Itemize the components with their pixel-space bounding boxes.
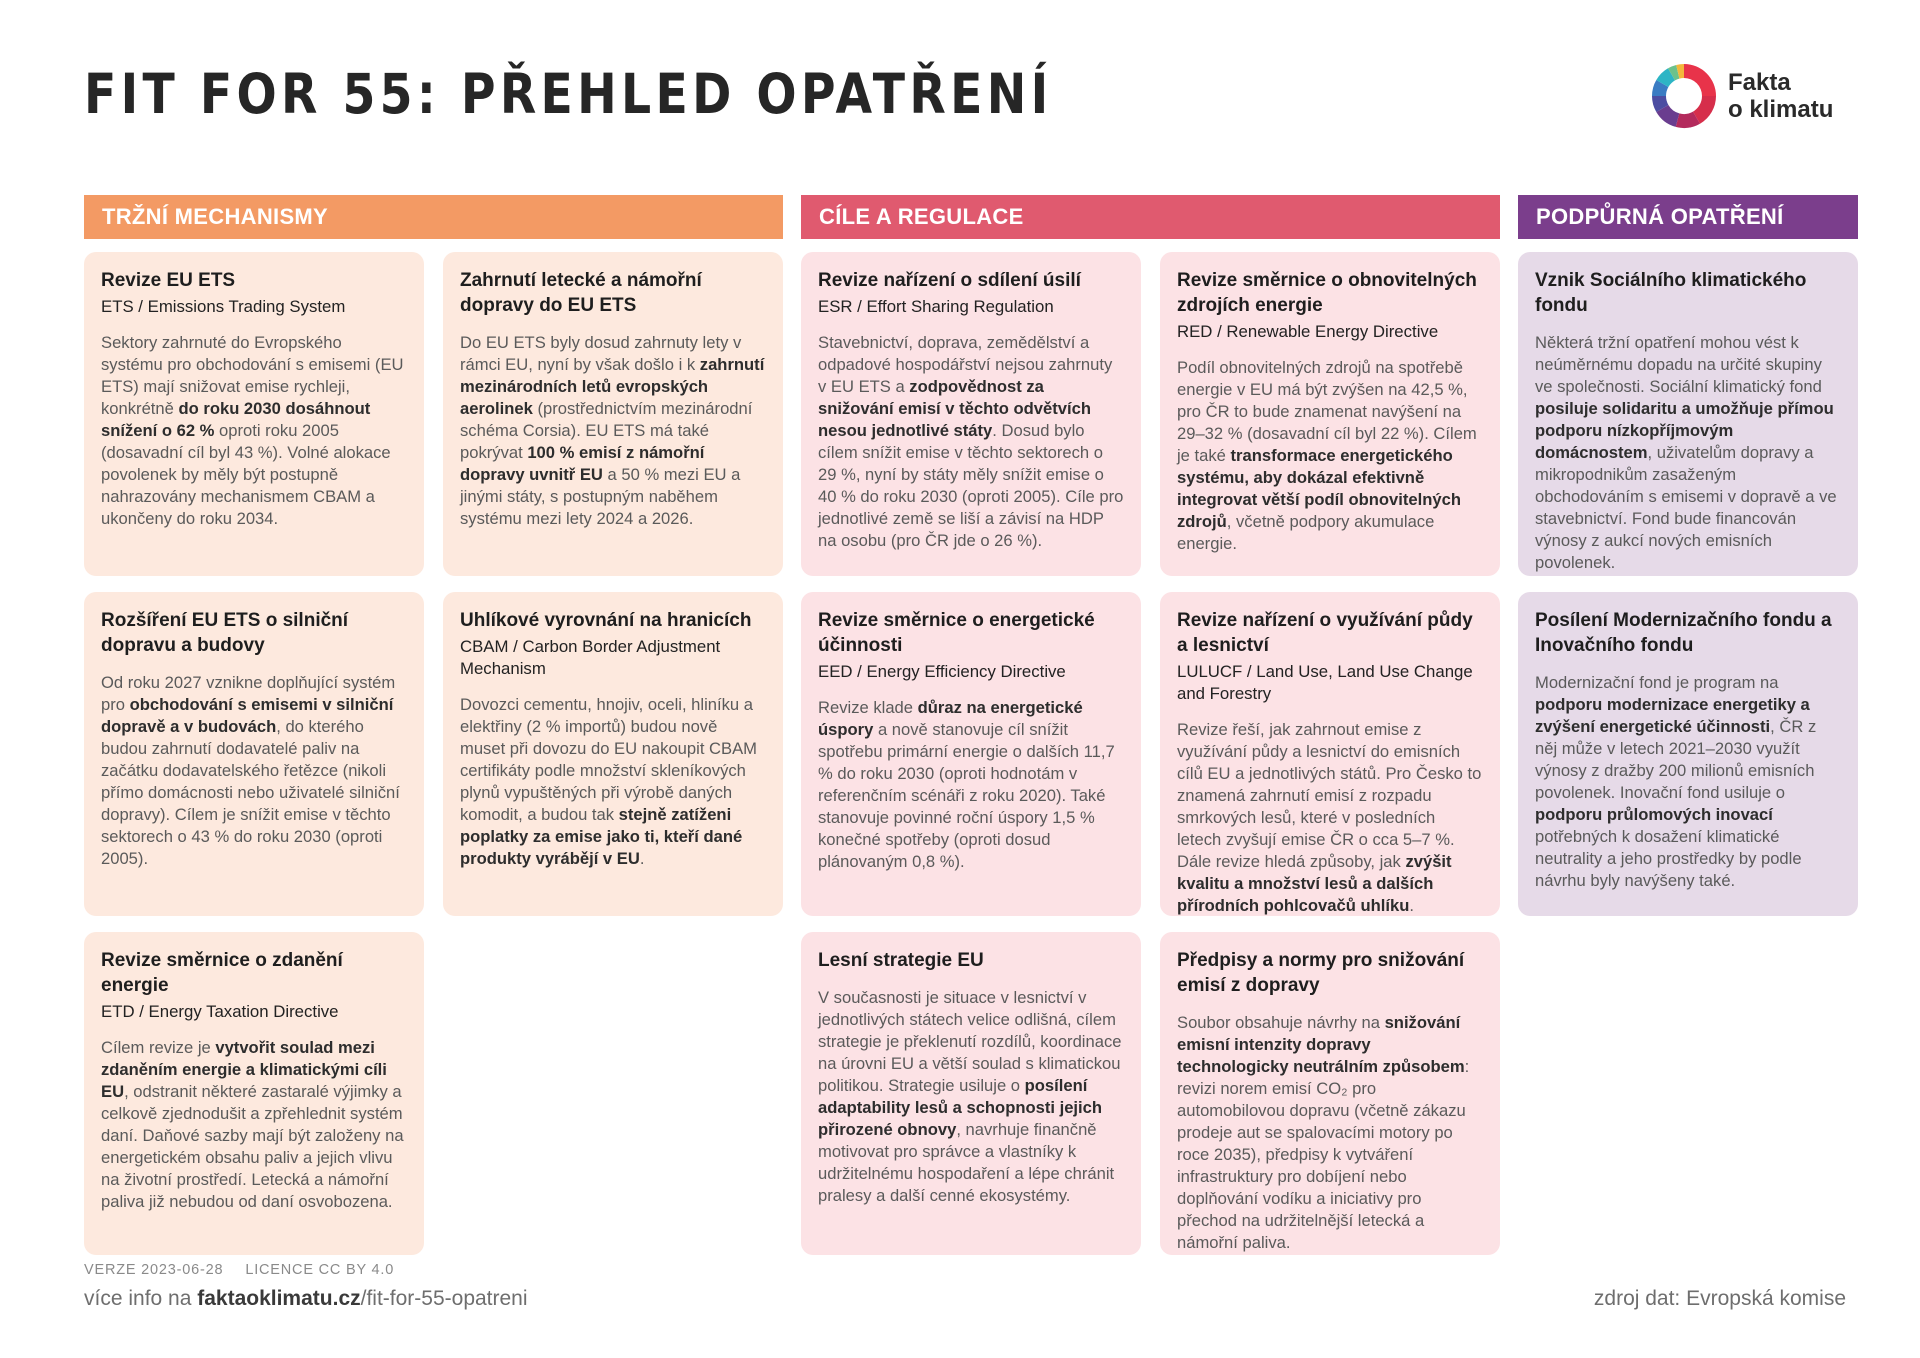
card-title: Rozšíření EU ETS o silniční dopravu a budovy <box>101 610 349 656</box>
description-text: Cílem revize je <box>101 1038 216 1057</box>
card-red <box>1160 252 1500 576</box>
description-text: Od roku 2027 vznikne doplňující systém pro <box>101 673 396 714</box>
card-subtitle: EED / Energy Efficiency Directive <box>818 662 1066 681</box>
card-description <box>1535 332 1841 574</box>
card-description <box>1177 357 1483 555</box>
more-info-domain: faktaoklimatu.cz <box>197 1287 361 1310</box>
description-text: (prostřednictvím mezinárodní schéma Corsia). EU ETS má také pokrývat <box>460 399 753 462</box>
fakta-o-klimatu-logo-icon <box>1648 60 1720 132</box>
card-description <box>818 987 1124 1207</box>
card-description <box>1535 672 1841 892</box>
description-text: Dovozci cementu, hnojiv, oceli, hliníku a elektřiny (2 % importů) budou nově muset při dovozu do EU nakoupit CBAM certifikáty podle množství skleníkových plynů vypuštěných při výrobě daných komodit, a budou tak <box>460 695 757 824</box>
card-description <box>818 697 1124 873</box>
description-text: : revizi norem emisí CO₂ pro automobilovou dopravu (včetně zákazu prodeje aut se spalovacími motory po roce 2035), předpisy k vytváření infrastruktury pro dobíjení nebo doplňování vodíku a iniciativy pro přechod na udržitelnější letecká a námořní paliva. <box>1177 1057 1470 1252</box>
description-text: Stavebnictví, doprava, zemědělství a odpadové hospodářství nejsou zahrnuty v EU ETS a <box>818 333 1113 396</box>
card-title: Zahrnutí letecké a námořní dopravy do EU ETS <box>460 270 702 316</box>
card-subtitle: LULUCF / Land Use, Land Use Change and Forestry <box>1177 662 1473 703</box>
description-text: , včetně podpory akumulace energie. <box>1177 512 1435 553</box>
description-text: , navrhuje finančně motivovat pro správce a vlastníky k udržitelnému hospodaření a lépe chránit pralesy a další cenné ekosystémy. <box>818 1120 1115 1205</box>
card-subtitle: CBAM / Carbon Border Adjustment Mechanism <box>460 637 721 678</box>
description-text: Sektory zahrnuté do Evropského systému pro obchodování s emisemi (EU ETS) mají snižovat emise rychleji, konkrétně <box>101 333 404 418</box>
highlighted-text: stejně zatíženi poplatky za emise jako ti, kteří dané produkty vyrábějí v EU <box>460 805 743 868</box>
card-title: Posílení Modernizačního fondu a Inovačního fondu <box>1535 610 1832 656</box>
card-title: Uhlíkové vyrovnání na hranicích <box>460 610 752 631</box>
data-source: zdroj dat: Evropská komise <box>1593 1287 1846 1310</box>
card-aviation-maritime-ets <box>443 252 783 576</box>
description-text: Revize klade <box>818 698 918 717</box>
logo-line-1: Fakta <box>1728 69 1791 96</box>
highlighted-text: posiluje solidaritu a umožňuje přímou podporu nízkopříjmovým domácnostem <box>1535 399 1834 462</box>
card-modernisation-innovation-fund <box>1518 592 1858 916</box>
description-text: . <box>1409 896 1414 915</box>
description-text: Do EU ETS byly dosud zahrnuty lety v rámci EU, nyní by však došlo i k <box>460 333 742 374</box>
card-title: Revize EU ETS <box>101 270 236 291</box>
card-description <box>460 332 766 530</box>
card-title: Revize směrnice o obnovitelných zdrojích energie <box>1177 270 1477 316</box>
card-social-climate-fund <box>1518 252 1858 576</box>
description-text: , odstranit některé zastaralé výjimky a celkově zjednodušit a zpřehlednit systém daní. Daňové sazby mají být založeny na energetickém obsahu paliv a jejich vlivu na životní prostředí. Letecká a námořní paliva již nebudou od daní osvobozena. <box>101 1082 404 1211</box>
highlighted-text: zvýšit kvalitu a množství lesů a dalších přírodních pohlcovačů uhlíku <box>1177 852 1452 915</box>
description-text: potřebných k dosažení klimatické neutrality a jeho prostředky by podle návrhu byly navýšeny také. <box>1535 827 1802 890</box>
logo[interactable] <box>1648 60 1833 132</box>
highlighted-text: 100 % emisí z námořní dopravy uvnitř EU <box>460 443 705 484</box>
card-description <box>101 332 407 530</box>
description-text: , do kterého budou zahrnutí dodavatelé paliv na začátku dodavatelského řetězce (nikoli přímo domácnosti nebo uživatelé silniční dopravy). Cílem je snížit emise v těchto sektorech o 43 % do roku 2030 (oproti 2005). <box>101 717 400 868</box>
card-subtitle: ESR / Effort Sharing Regulation <box>818 297 1054 316</box>
card-description <box>818 332 1124 552</box>
highlighted-text: obchodování s emisemi v silniční dopravě a v budovách <box>101 695 394 736</box>
card-lulucf <box>1160 592 1500 916</box>
section-header-targets-regulation: CÍLE A REGULACE <box>801 195 1500 239</box>
highlighted-text: podporu modernizace energetiky a zvýšení energetické účinnosti <box>1535 695 1810 736</box>
highlighted-text: posílení adaptability lesů a schopnosti jejich přirozené obnovy <box>818 1076 1103 1139</box>
highlighted-text: vytvořit soulad mezi zdaněním energie a klimatickými cíli EU <box>101 1038 387 1101</box>
card-subtitle: ETS / Emissions Trading System <box>101 297 346 316</box>
description-text: . Dosud bylo cílem snížit emise v těchto sektorech o 29 %, nyní by státy měly snížit emise o 40 % do roku 2030 (oproti 2005). Cíle pro jednotlivé země se liší a závisí na HDP na osobu (pro ČR jde o 26 %). <box>818 421 1124 550</box>
description-text: , ČR z něj může v letech 2021–2030 využít výnosy z dražby 200 milionů emisních povolenek. Inovační fond usiluje o <box>1535 717 1817 802</box>
description-text: V současnosti je situace v lesnictví v jednotlivých státech velice odlišná, cílem strategie je překlenutí rozdílů, koordinace na úrovni EU a větší soulad s klimatickou politikou. Strategie usiluje o <box>818 988 1122 1095</box>
card-eed <box>801 592 1141 916</box>
description-text: , uživatelům dopravy a mikropodnikům zasaženým obchodováním s emisemi v dopravě a ve stavebnictví. Fond bude financován výnosy z aukcí nových emisních povolenek. <box>1535 443 1837 572</box>
card-title: Revize nařízení o sdílení úsilí <box>818 270 1081 291</box>
card-title: Revize směrnice o energetické účinnosti <box>818 610 1095 656</box>
highlighted-text: snižování emisní intenzity dopravy technologicky neutrálním způsobem <box>1177 1013 1465 1076</box>
description-text: Podíl obnovitelných zdrojů na spotřebě energie v EU má být zvýšen na 42,5 %, pro ČR to bude znamenat navýšení na 29–32 % (dosavadní cíl byl 22 %). Cílem je také <box>1177 358 1477 465</box>
card-description <box>460 694 766 870</box>
more-info-prefix: více info na <box>84 1287 198 1310</box>
card-description <box>1177 719 1483 917</box>
highlighted-text: do roku 2030 dosáhnout snížení o 62 % <box>101 399 371 440</box>
card-etd <box>84 932 424 1255</box>
logo-text <box>1728 69 1833 123</box>
card-title: Revize směrnice o zdanění energie <box>101 950 343 996</box>
card-description <box>101 1037 407 1213</box>
description-text: a nově stanovuje cíl snížit spotřebu primární energie o dalších 11,7 % do roku 2030 (oproti hodnotám v referenčním scénáři z roku 2020). Také stanovuje povinné roční úspory 1,5 % konečné spotřeby (oproti dosud plánovaným 0,8 %). <box>818 720 1115 871</box>
license-label: LICENCE CC BY 4.0 <box>245 1262 395 1278</box>
section-header-market-mechanisms: TRŽNÍ MECHANISMY <box>84 195 783 239</box>
more-info-link[interactable] <box>84 1287 528 1311</box>
card-subtitle: ETD / Energy Taxation Directive <box>101 1002 339 1021</box>
description-text: Modernizační fond je program na <box>1535 673 1779 692</box>
card-title: Revize nařízení o využívání půdy a lesnictví <box>1177 610 1473 656</box>
more-info-path: /fit-for-55-opatreni <box>360 1287 528 1310</box>
card-transport-emission-standards <box>1160 932 1500 1255</box>
card-title: Lesní strategie EU <box>818 950 984 971</box>
card-eu-ets <box>84 252 424 576</box>
logo-line-2: o klimatu <box>1728 96 1834 123</box>
section-header-support-measures: PODPŮRNÁ OPATŘENÍ <box>1518 195 1858 239</box>
highlighted-text: důraz na energetické úspory <box>818 698 1083 739</box>
description-text: . <box>639 849 645 868</box>
description-text: Některá tržní opatření mohou vést k neúměrnému dopadu na určité skupiny ve společnosti. Sociální klimatický fond <box>1535 333 1822 396</box>
page-title: FIT FOR 55: PŘEHLED OPATŘENÍ <box>84 62 1053 126</box>
card-esr <box>801 252 1141 576</box>
version-label: VERZE 2023-06-28 <box>84 1262 224 1278</box>
card-description <box>1177 1012 1483 1254</box>
card-title: Vznik Sociálního klimatického fondu <box>1535 270 1807 316</box>
card-subtitle: RED / Renewable Energy Directive <box>1177 322 1439 341</box>
version-license <box>84 1262 394 1278</box>
highlighted-text: zahrnutí mezinárodních letů evropských aerolinek <box>460 355 765 418</box>
highlighted-text: podporu průlomových inovací <box>1535 805 1773 824</box>
card-eu-forest-strategy <box>801 932 1141 1255</box>
card-title: Předpisy a normy pro snižování emisí z dopravy <box>1177 950 1465 996</box>
highlighted-text: zodpovědnost za snižování emisí v těchto odvětvích nesou jednotlivé státy <box>818 377 1091 440</box>
card-cbam <box>443 592 783 916</box>
description-text: a 50 % mezi EU a jinými státy, s postupným naběhem systému mezi lety 2024 a 2026. <box>460 465 741 528</box>
description-text: Revize řeší, jak zahrnout emise z využívání půdy a lesnictví do emisních cílů EU a jednotlivých států. Pro Česko to znamená zahrnutí emisí z rozpadu smrkových lesů, které v posledních letech zvyšují emise ČR o cca 5–7 %. Dále revize hledá způsoby, jak <box>1177 720 1482 871</box>
card-ets2-road-buildings <box>84 592 424 916</box>
card-description <box>101 672 407 870</box>
description-text: Soubor obsahuje návrhy na <box>1177 1013 1385 1032</box>
highlighted-text: transformace energetického systému, aby dokázal efektivně integrovat větší podíl obnovitelných zdrojů <box>1177 446 1461 531</box>
description-text: oproti roku 2005 (dosavadní cíl byl 43 %). Volné alokace povolenek by měly být postupně nahrazovány mechanismem CBAM a ukončeny do roku 2034. <box>101 421 391 528</box>
